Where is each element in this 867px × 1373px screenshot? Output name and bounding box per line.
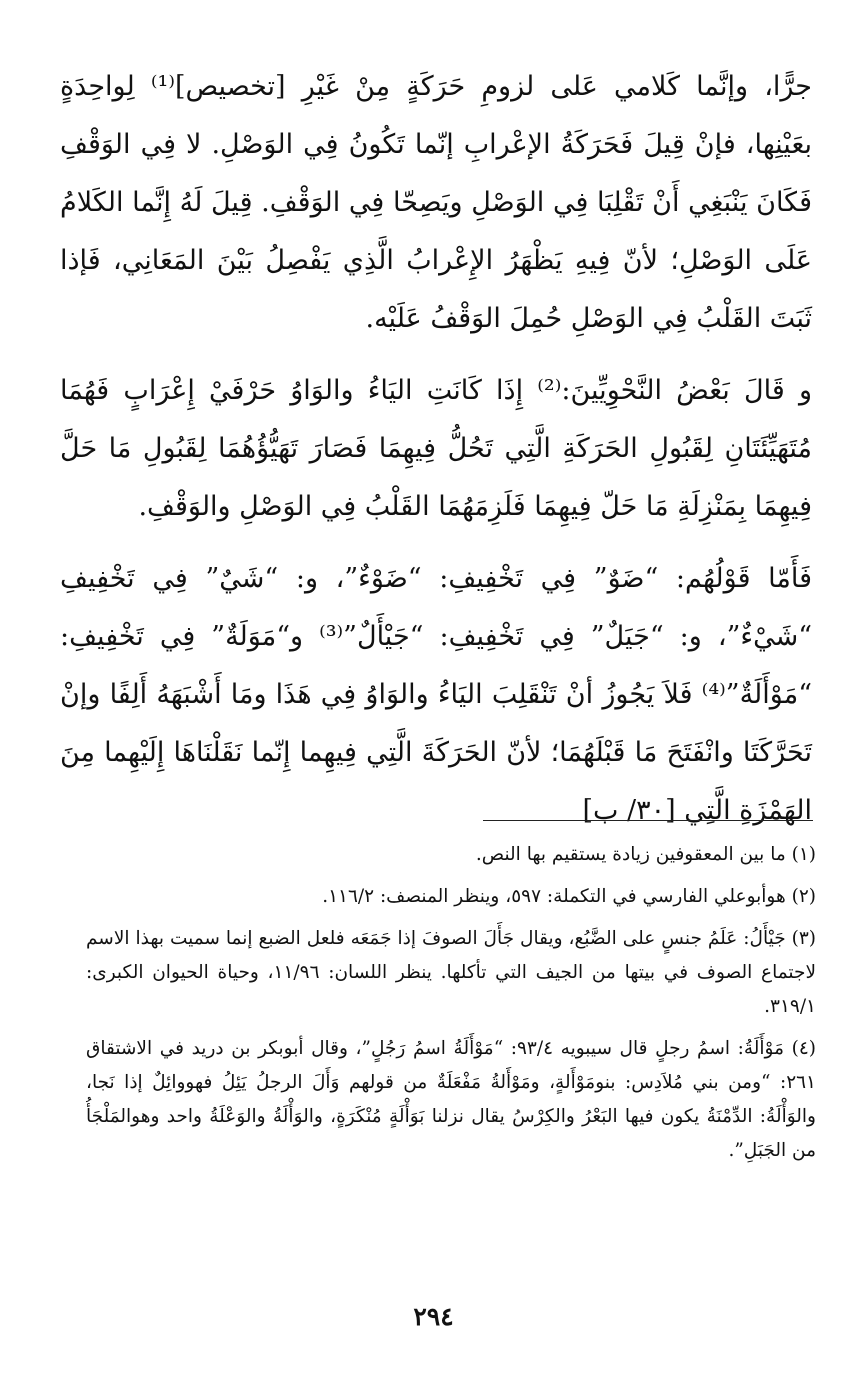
main-text: [60, 58, 812, 854]
footnote-1: (١) ما بين المعقوفين زيادة يستقيم بها النص.: [475, 844, 816, 865]
page-number: ٢٩٤: [413, 1302, 454, 1331]
footnotes: [86, 838, 816, 1176]
footnote-2: (٢) هوأبوعلي الفارسي في التكملة: ٥٩٧، وينظر المنصف: ١١٦/٢.: [322, 886, 816, 907]
footnote-separator: [483, 820, 813, 821]
body-paragraph-3: فَأَمّا قَوْلُهُم: “ضَوٌ” فِي تَخْفِيفِ: “ضَوْءٌ”، و: “شَيٌ” فِي تَخْفِيفِ “شَيْءٌ”، و: “جَيَلٌ” فِي تَخْفِيفِ: “جَيْأَلٌ”⁽³⁾ و“مَوَلَةٌ” فِي تَخْفِيفِ: “مَوْأَلَةٌ”⁽⁴⁾ فَلاَ يَجُوزُ أنْ تَنْقَلِبَ اليَاءُ والوَاوُ فِي هَذَا ومَا أَشْبَهَهُ أَلِفًا وإنْ تَحَرَّكَتَا وانْفَتَحَ مَا قَبْلَهُمَا؛ لأنّ الحَرَكَةَ الَّتِي فِيهِما إِنّما نَقَلْنَاهَا إِلَيْهِما مِنَ الهَمْزَةِ الَّتِي [٣٠/ ب]: [60, 563, 812, 826]
body-paragraph-1: جرًّا، وإنَّما كَلامي عَلى لزومِ حَرَكَةٍ مِنْ غَيْرِ [تخصيص]⁽¹⁾ لِواحِدَةٍ بعَيْنِها، فإنْ قِيلَ فَحَرَكَةُ الإعْرابِ إنّما تَكُونُ فِي الوَصْلِ. لا فِي الوَقْفِ فَكَانَ يَنْبَغِي أَنْ تَقْلِبَا فِي الوَصْلِ ويَصِحّا فِي الوَقْفِ. قِيلَ لَهُ إِنَّما الكَلامُ عَلَى الوَصْلِ؛ لأنّ فِيهِ يَظْهَرُ الإِعْرابُ الَّذِي يَفْصِلُ بَيْنَ المَعَانِي، فَإذا ثَبَتَ القَلْبُ فِي الوَصْلِ حُمِلَ الوَقْفُ عَلَيْه.: [60, 71, 812, 334]
body-paragraph-2: و قَالَ بَعْضُ النَّحْوِيِّينَ:⁽²⁾ إِذَا كَانَتِ اليَاءُ والوَاوُ حَرْفَيْ إِعْرَابٍ فَهُمَا مُتَهَيِّئَتَانِ لِقَبُولِ الحَرَكَةِ الَّتِي تَحُلُّ فِيهِمَا فَصَارَ تَهَيُّؤُهُمَا لِقَبُولِ مَا حَلَّ فِيهِمَا بِمَنْزِلَةِ مَا حَلّ فِيهِمَا فَلَزِمَهُمَا القَلْبُ فِي الوَصْلِ والوَقْفِ.: [60, 375, 812, 522]
footnote-4: (٤) مَوْأَلَةُ: اسمُ رجلٍ قال سيبويه ٩٣/٤: “مَوْأَلَةُ اسمُ رَجُلٍ”، وقال أبوبكر بن دريد في الاشتقاق ٢٦١: “ومن بني مُلاَدِس: بنومَوْأَلةٍ، ومَوْأَلةُ مَفْعَلَةٌ من قولهم وَأَلَ الرجلُ يَئِلُ فهووائِلٌ إذا نَجا، والوَأْلَةُ: الدِّمْنَةُ يكون فيها البَعْرُ والكِرْسُ يقال نزلنا بَوَأْلَةٍ مُنْكَرَةٍ، والوَأْلَةُ والوَعْلَةُ واحد وهوالمَلْجَأُ من الجَبَلِ”.: [86, 1038, 816, 1161]
footnote-3: (٣) جَيْأَلُ: عَلَمُ جنسٍ على الضَّبُع، ويقال جَأَلَ الصوفَ إذا جَمَعَه فلعل الضبع إنما سميت بهذا الاسم لاجتماع الصوف في بيتها من الجيف التي تأكلها. ينظر اللسان: ١١/٩٦، وحياة الحيوان الكبرى: ٣١٩/١.: [86, 928, 816, 1017]
